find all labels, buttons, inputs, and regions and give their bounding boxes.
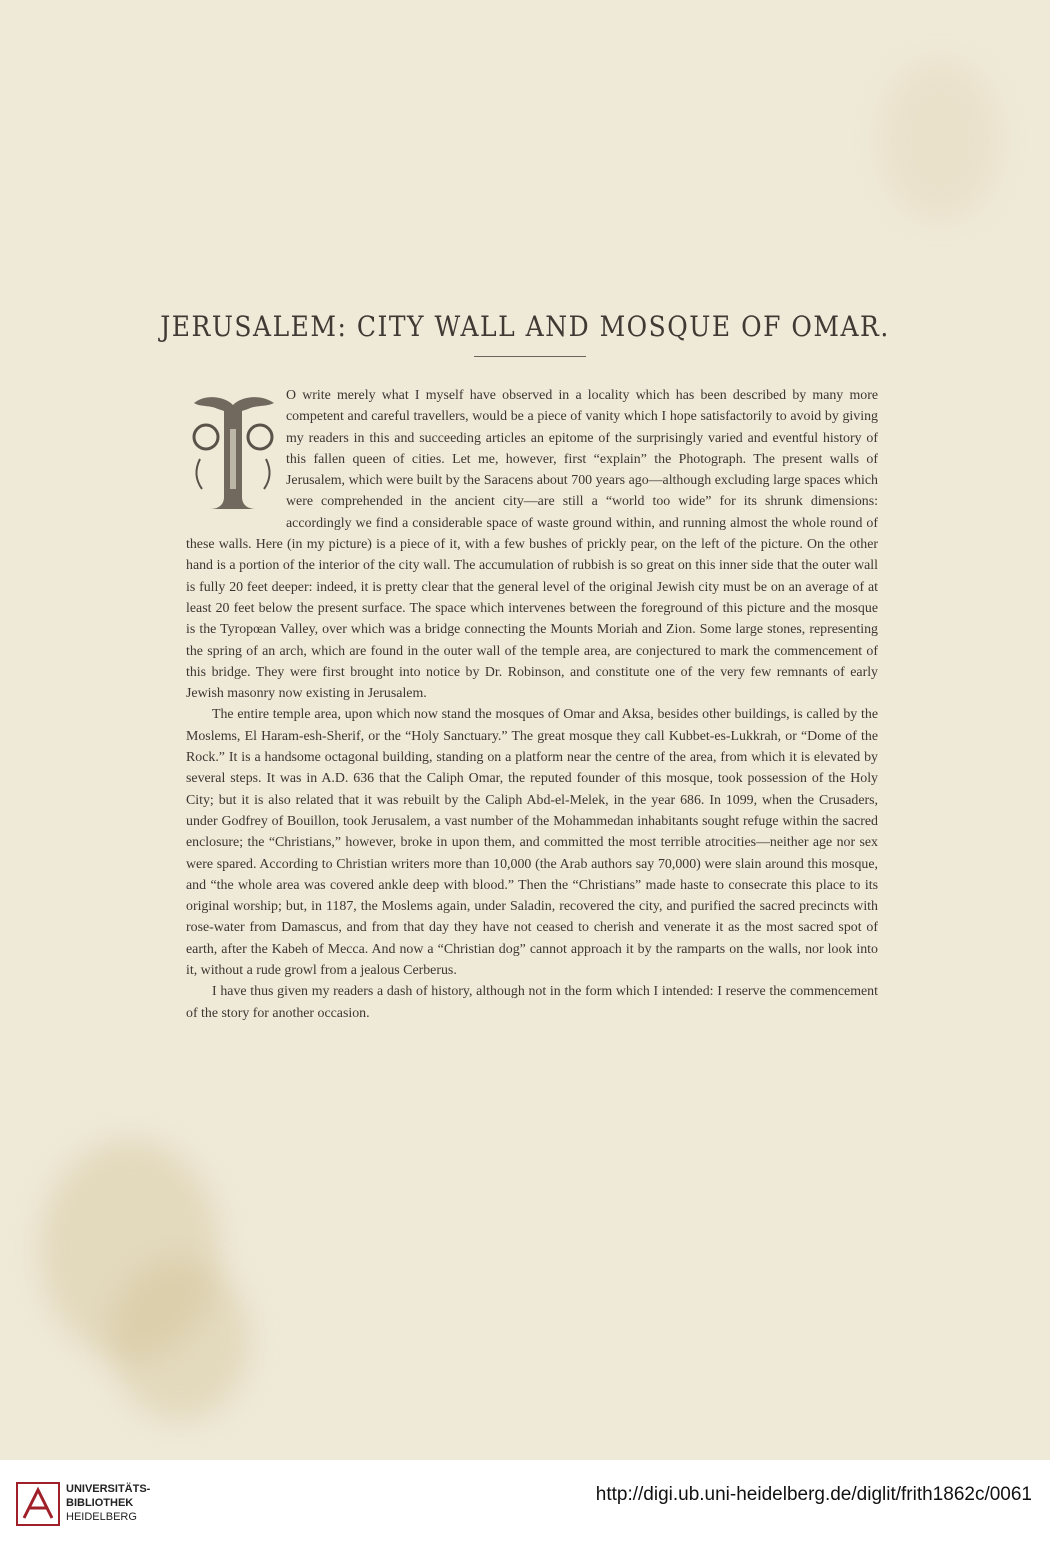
page-title: JERUSALEM: CITY WALL AND MOSQUE OF OMAR. (160, 310, 890, 343)
library-name: UNIVERSITÄTS- BIBLIOTHEK HEIDELBERG (66, 1483, 151, 1523)
article-body (186, 385, 878, 1024)
source-url-link[interactable]: http://digi.ub.uni-heidelberg.de/diglit/frith1862c/0061 (595, 1484, 1032, 1505)
paragraph-1: O write merely what I myself have observed in a locality which has been described by many more competent and careful travellers, would be a piece of vanity which I hope satisfactorily to avoid by giving my readers in this and succeeding articles an epitome of the surprisingly varied and eventful history of this fallen queen of cities. Let me, however, first “explain” the Photograph. The present walls of Jerusalem, which were built by the Saracens about 700 years ago—although excluding large spaces which were comprehended in the ancient city—are still a “world too wide” for its shrunk dimensions: accordingly we find a considerable space of waste ground within, and running almost the whole round of these walls. Here (in my picture) is a piece of it, with a few bushes of prickly pear, on the left of the picture. On the other hand is a portion of the interior of the city wall. The accumulation of rubbish is so great on this inner side that the outer wall is fully 20 feet deeper: indeed, it is pretty clear that the general level of the original Jewish city must be on an average of at least 20 feet below the present surface. The space which intervenes between the foreground of this picture and the mosque is the Tyropœan Valley, over which was a bridge connecting the Mounts Moriah and Zion. Some large stones, representing the spring of an arch, which are found in the outer wall of the temple area, are conjectured to mark the commencement of this bridge. They were first brought into notice by Dr. Robinson, and constitute one of the very few remnants of early Jewish masonry now existing in Jerusalem. (186, 388, 878, 702)
university-library-logo-icon (16, 1482, 60, 1526)
footer-bar (0, 1460, 1050, 1545)
title-divider (474, 356, 586, 357)
decorated-initial-t-icon (186, 389, 280, 513)
paragraph-2: The entire temple area, upon which now stand the mosques of Omar and Aksa, besides other buildings, is called by the Moslems, El Haram-esh-Sherif, or the “Holy Sanctuary.” The great mosque they call Kubbet-es-Lukkrah, or “Dome of the Rock.” It is a handsome octagonal building, standing on a platform near the centre of the area, from which it is elevated by several steps. It was in A.D. 636 that the Caliph Omar, the reputed founder of this mosque, took possession of the Holy City; but it is also related that it was rebuilt by the Caliph Abd-el-Melek, in the year 686. In 1099, when the Crusaders, under Godfrey of Bouillon, took Jerusalem, a vast number of the Mohammedan inhabitants sought refuge within the sacred enclosure; the “Christians,” however, broke in upon them, and committed the most terrible atrocities—neither age nor sex were spared. According to Christian writers more than 10,000 (the Arab authors say 70,000) were slain around this mosque, and “the whole area was covered ankle deep with blood.” Then the “Christians” made haste to consecrate this place to its original worship; but, in 1187, the Moslems again, under Saladin, recovered the city, and purified the sacred precincts with rose-water from Damascus, and from that day they have not ceased to cherish and venerate it as the most sacred spot of earth, after the Kabeh of Mecca. And now a “Christian dog” cannot approach it by the ramparts on the walls, nor look into it, without a rude growl from a jealous Cerberus. (186, 707, 878, 979)
paragraph-3: I have thus given my readers a dash of history, although not in the form which I intended: I reserve the commencement of the story for another occasion. (186, 984, 878, 1021)
